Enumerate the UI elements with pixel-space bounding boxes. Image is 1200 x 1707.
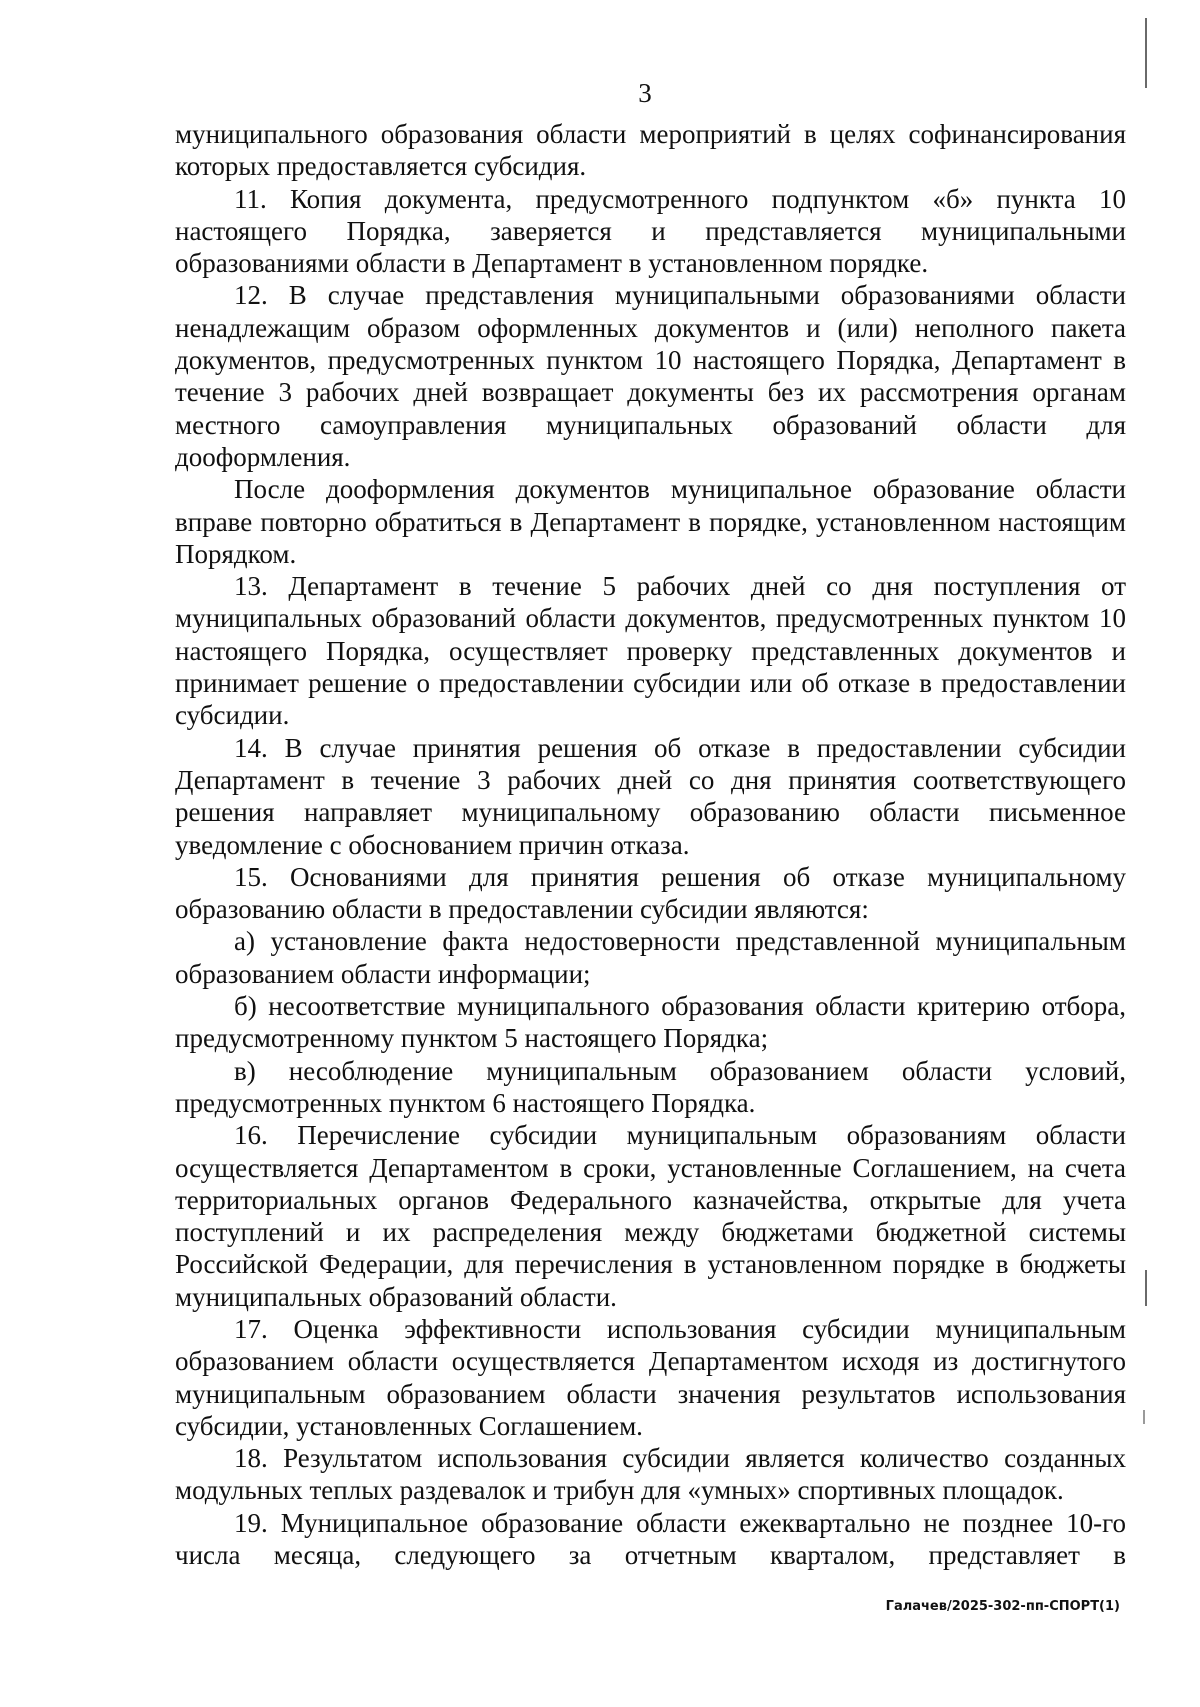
- paragraph-item-19: 19. Муниципальное образование области ежеквартально не позднее 10-го числа месяца, следующего за отчетным кварталом, представляет в: [175, 1507, 1126, 1571]
- paragraph-item-17: 17. Оценка эффективности использования субсидии муниципальным образованием области осуществляется Департаментом исходя из достигнутого муниципальным образованием области значения результатов использования субсидии, установленных Соглашением.: [175, 1313, 1126, 1441]
- document-body: [175, 118, 1126, 1571]
- paragraph-continuation: муниципального образования области мероприятий в целях софинансирования которых предоставляется субсидия.: [175, 119, 1126, 182]
- paragraph-item-18: 18. Результатом использования субсидии является количество созданных модульных теплых раздевалок и трибун для «умных» спортивных площадок.: [175, 1443, 1126, 1506]
- paragraph-item-11: 11. Копия документа, предусмотренного подпунктом «б» пункта 10 настоящего Порядка, заверяется и представляется муниципальными образованиями области в Департамент в установленном порядке.: [175, 183, 1126, 279]
- paragraph-subitem-v: в) несоблюдение муниципальным образованием области условий, предусмотренных пунктом 6 настоящего Порядка.: [175, 1055, 1126, 1118]
- scan-edge-mark: [1145, 1270, 1147, 1306]
- page-number: 3: [638, 78, 652, 108]
- paragraph-subitem-a: а) установление факта недостоверности представленной муниципальным образованием области информации;: [175, 926, 1126, 989]
- paragraph-item-14: 14. В случае принятия решения об отказе в предоставлении субсидии Департамент в течение 3 рабочих дней со дня принятия соответствующего решения направляет муниципальному образованию области письменное уведомление с обоснованием причин отказа.: [175, 732, 1126, 860]
- document-reference-code: Галачев/2025-302-пп-СПОРТ(1): [885, 1599, 1120, 1614]
- scan-edge-mark: [1143, 1410, 1145, 1424]
- paragraph-item-12: 12. В случае представления муниципальными образованиями области ненадлежащим образом оформленных документов и (или) неполного пакета документов, предусмотренных пунктом 10 настоящего Порядка, Департамент в течение 3 рабочих дней возвращает документы без их рассмотрения органам местного самоуправления муниципальных образований области для дооформления.: [175, 280, 1126, 472]
- paragraph-item-13: 13. Департамент в течение 5 рабочих дней со дня поступления от муниципальных образований области документов, предусмотренных пунктом 10 настоящего Порядка, осуществляет проверку представленных документов и принимает решение о предоставлении субсидии или об отказе в предоставлении субсидии.: [175, 571, 1126, 731]
- paragraph-item-12-continued: После дооформления документов муниципальное образование области вправе повторно обратиться в Департамент в порядке, установленном настоящим Порядком.: [175, 474, 1126, 569]
- paragraph-item-15: 15. Основаниями для принятия решения об отказе муниципальному образованию области в предоставлении субсидии являются:: [175, 861, 1126, 925]
- paragraph-subitem-b: б) несоответствие муниципального образования области критерию отбора, предусмотренному пунктом 5 настоящего Порядка;: [175, 991, 1126, 1054]
- paragraph-item-16: 16. Перечисление субсидии муниципальным образованиям области осуществляется Департаментом в сроки, установленные Соглашением, на счета территориальных органов Федерального казначейства, открытые для учета поступлений и их распределения между бюджетами бюджетной системы Российской Федерации, для перечисления в установленном порядке в бюджеты муниципальных образований области.: [175, 1120, 1126, 1312]
